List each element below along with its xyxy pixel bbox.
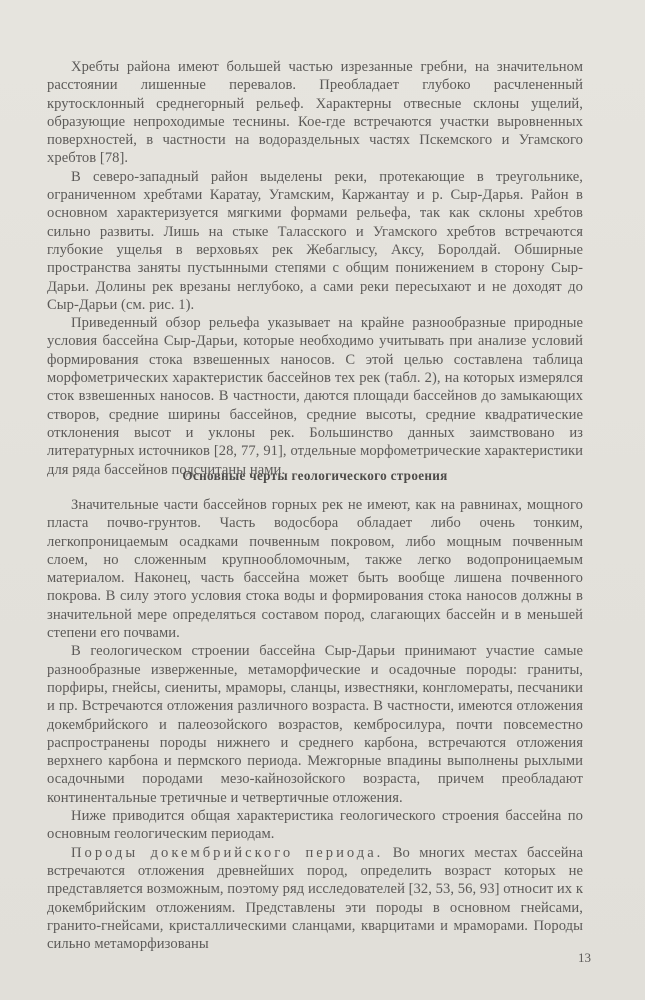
precambrian-subheading: Породы докембрийского периода. (71, 844, 384, 861)
paragraph-geology: В геологическом строении бассейна Сыр-Дарьи принимают участие самые разнообразные изверженные, метаморфические и осадочные породы: граниты, порфиры, гнейсы, сиениты, мраморы, сланцы, известняки, конгломераты, песчаники и пр. Встречаются отложения различного возраста. В частности, имеются отложения докембрийского и палеозойского возрастов, кембросилура, почти повсеместно распространены породы нижнего и среднего карбона, встречаются отложения верхнего карбона и пермского периода. Межгорные впадины выполнены рыхлыми осадочными породами мезо-кайнозойского возраста, причем преобладают континентальные третичные и четвертичные отложения. (47, 643, 583, 806)
text-block-bottom (47, 496, 583, 953)
paragraph-soil-cover: Значительные части бассейнов горных рек не имеют, как на равнинах, мощного пласта почво-грунтов. Часть водосбора обладает либо очень тонким, легкопроницаемым осадками почвенным покровом, либо мощным почвенным слоем, но сложенным крупнообломочным, также легко водопроницаемым материалом. Наконец, часть бассейна может быть вообще лишена почвенного покрова. В силу этого условия стока воды и формирования стока наносов должны в значительной мере определяться составом пород, слагающих бассейн и в меньшей степени его почвами. (47, 497, 583, 642)
page-number: 13 (578, 950, 591, 965)
precambrian-text: Во многих местах бассейна встречаются отложения древнейших пород, определить возраст которых не представляется возможным, поэтому ряд исследователей [32, 53, 56, 93] относит их к докембрийским отложениям. Представлены эти породы в основном гнейсами, гранито-гнейсами, кристаллическими сланцами, кварцитами и мраморами. Породы сильно метаморфизованы (47, 844, 584, 953)
paragraph-precambrian (47, 844, 583, 954)
paragraph-periods-intro: Ниже приводится общая характеристика геологического строения бассейна по основным геологическим периодам. (47, 808, 583, 843)
text-block-top (47, 58, 583, 479)
paragraph-ridges: Хребты района имеют большей частью изрезанные гребни, на значительном расстоянии лишенные перевалов. Преобладает глубоко расчлененный крутосклонный среднегорный рельеф. Характерны отвесные склоны ущелий, образующие непроходимые теснины. Кое-где встречаются участки выровненных поверхностей, в частности на водораздельных частях Пскемского и Угамского хребтов [78]. (47, 59, 583, 167)
paragraph-northwest-region: В северо-западный район выделены реки, протекающие в треугольнике, ограниченном хребтами Каратау, Угамским, Каржантау и р. Сыр-Дарья. Район в основном характеризуется мягкими формами рельефа, так как склоны хребтов сильно развиты. Лишь на стыке Таласского и Угамского хребтов встречаются глубокие ущелья в верховьях рек Жебаглысу, Аксу, Боролдай. Обширные пространства заняты пустынными степями с общим понижением в сторону Сыр-Дарьи. Долины рек врезаны неглубоко, а сами реки пересыхают и не доходят до Сыр-Дарьи (см. рис. 1). (47, 168, 583, 313)
section-heading: Основные черты геологического строения (182, 468, 448, 483)
paragraph-relief-overview: Приведенный обзор рельефа указывает на крайне разнообразные природные условия бассейна Сыр-Дарьи, которые необходимо учитывать при анализе условий формирования стока взвешенных наносов. С этой целью составлена таблица морфометрических характеристик бассейнов тех рек (табл. 2), на которых измерялся сток взвешенных наносов. В частности, даются площади бассейнов до замыкающих створов, средние ширины бассейнов, средние высоты, средние квадратические отклонения высот и уклоны рек. Большинство данных заимствовано из литературных источников [28, 77, 91], отдельные морфометрические характеристики для ряда бассейнов подсчитаны нами. (47, 315, 583, 478)
